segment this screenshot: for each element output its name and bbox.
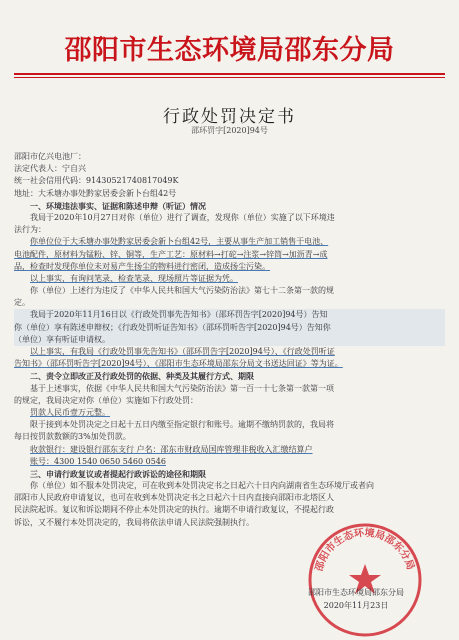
agency-header: 邵阳市生态环境局邵东分局 — [64, 35, 395, 66]
body-line: 我局于2020年10月27日对你（单位）进行了调查，发现你（单位）实施了以下环境违 — [30, 212, 335, 222]
document-body — [14, 151, 445, 529]
body-line: 你（单位）如不服本处罚决定，可在收到本处罚决定书之日起六十日内向湖南省生态环境厅或者向 — [30, 481, 374, 491]
penalty-amount: 罚款人民币壹万元整。 — [30, 407, 110, 417]
body-line: 你（单位）享有陈述申辩权；《行政处罚听证告知书》（邵环罚听告字[2020]94号）告知你 — [14, 322, 445, 334]
section-heading-appeal: 三、申请行政复议或者提起行政诉讼的途径和期限 — [30, 468, 206, 479]
document-number: 邵环罚字[2020]94号 — [191, 126, 268, 135]
body-line: 我局于2020年11月16日以《行政处罚事先告知书》（邵环罚告字[2020]94号）告知 — [14, 309, 445, 321]
body-line: 告知书》（邵环罚听告字[2020]94号）、《邵阳市生态环境局邵东分局文书送达回证》等为证。 — [14, 359, 343, 369]
header-rule-thick — [14, 73, 445, 75]
bank-info: 收款银行：建设银行邵东支行 户名：邵东市财政局国库管理非税收入汇缴结算户 — [30, 444, 313, 454]
svg-text:邵阳市生态环境局邵东分局: 邵阳市生态环境局邵东分局 — [313, 527, 416, 573]
body-line: 限于接到本处罚决定之日起十五日内缴至指定银行和账号。逾期不缴纳罚款的，我局将 — [30, 420, 334, 430]
official-seal-icon — [305, 520, 425, 640]
signature-date: 2020年11月23日 — [323, 601, 389, 610]
section-heading-penalty: 二、责令立即改正及行政处罚的依据、种类及其履行方式、期限 — [30, 371, 254, 382]
body-line-address: 地址：大禾塘办事处黔家居委会新卜台组42号 — [14, 188, 177, 198]
body-line: 以上事实，有询问笔录、检查笔录、现场照片等证据为凭。 — [30, 273, 238, 283]
body-line: 法行为： — [14, 225, 46, 235]
body-line: 基于上述事实，依据《中华人民共和国大气污染防治法》第一百一十七条第一款第一项 — [30, 383, 334, 393]
body-line-legal-rep: 法定代表人：宁自兴 — [14, 164, 86, 174]
section-heading-facts: 一、环境违法事实、证据和陈述申辩（听证）情况 — [30, 200, 206, 211]
body-line: （单位）享有听证申请权。 — [14, 334, 445, 346]
document-title: 行政处罚决定书 — [163, 107, 296, 127]
body-line-credit-code: 统一社会信用代码：91430521740817049K — [14, 176, 179, 186]
account-number: 账号：4300 1540 0650 5460 0546 — [30, 456, 166, 466]
header-rule-thin — [14, 77, 445, 78]
body-line: 电池配件，原材料为锰粉、锌、铜等，生产工艺：原材料→打砣→注浆→锌筒→加沥青→成 — [14, 249, 328, 259]
body-line: 民法院起诉。复议和诉讼期间不停止本处罚决定的执行。逾期不申请行政复议，不提起行政 — [14, 505, 334, 515]
body-line-recipient: 邵阳市亿兴电池厂： — [14, 152, 86, 161]
body-line: 以上事实，有我局《行政处罚事先告知书》（邵环罚告字[2020]94号）、《行政处罚听证 — [30, 347, 335, 356]
body-line: 诉讼，又不履行本处罚决定的，我局将依法申请人民法院强制执行。 — [14, 517, 254, 527]
signature-organization: 邵阳市生态环境局邵东分局 — [308, 588, 404, 597]
body-line: 品，检查时发现你单位未对易产生扬尘的物料进行密闭，造成扬尘污染。 — [14, 261, 270, 271]
body-line: 邵阳市人民政府申请复议，也可在收到本处罚决定书之日起六十日内直接向邵阳市北塔区人 — [14, 493, 334, 503]
body-line: 定。 — [14, 298, 30, 308]
body-line: 的规定，我局决定对你（单位）实施如下行政处罚： — [14, 395, 198, 405]
body-line: 每日按罚款数额的3%加处罚款。 — [14, 432, 131, 442]
body-line: 你（单位）上述行为违反了《中华人民共和国大气污染防治法》第七十二条第一款的规 — [30, 286, 334, 296]
body-line: 你单位位于大禾塘办事处黔家居委会新卜台组42号，主要从事生产加工销售干电池、 — [30, 237, 329, 247]
